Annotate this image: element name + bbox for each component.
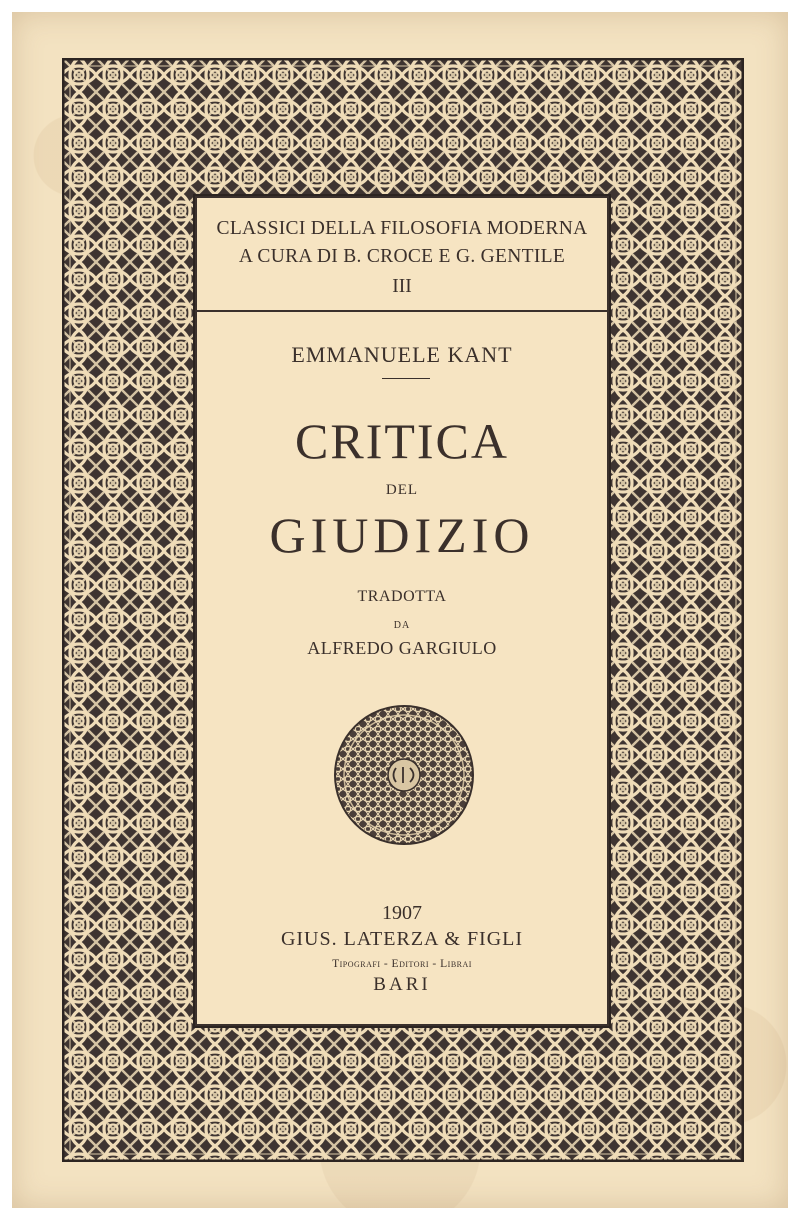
title-line-1: CRITICA bbox=[295, 413, 509, 469]
book-cover bbox=[12, 12, 788, 1208]
series-name: CLASSICI DELLA FILOSOFIA MODERNA bbox=[216, 218, 588, 239]
title-panel bbox=[195, 196, 609, 1026]
translated-label: TRADOTTA bbox=[357, 588, 447, 605]
title-connector: DEL bbox=[385, 482, 419, 498]
publisher-trades: Tipografi - Editori - Librai bbox=[332, 958, 472, 970]
publication-year: 1907 bbox=[382, 902, 422, 924]
publication-city: BARI bbox=[373, 974, 431, 995]
series-header bbox=[197, 198, 607, 312]
author-divider bbox=[382, 378, 430, 379]
series-editors: A CURA DI B. CROCE E G. GENTILE bbox=[238, 246, 566, 267]
author-name: EMMANUELE KANT bbox=[291, 342, 513, 367]
title-line-2: GIUDIZIO bbox=[269, 507, 535, 563]
translator-name: ALFREDO GARGIULO bbox=[307, 638, 497, 658]
publisher-name: GIUS. LATERZA & FIGLI bbox=[280, 928, 524, 950]
publisher-seal-icon bbox=[333, 704, 475, 846]
translated-by-label: DA bbox=[393, 620, 411, 631]
series-volume-number: III bbox=[392, 276, 412, 297]
